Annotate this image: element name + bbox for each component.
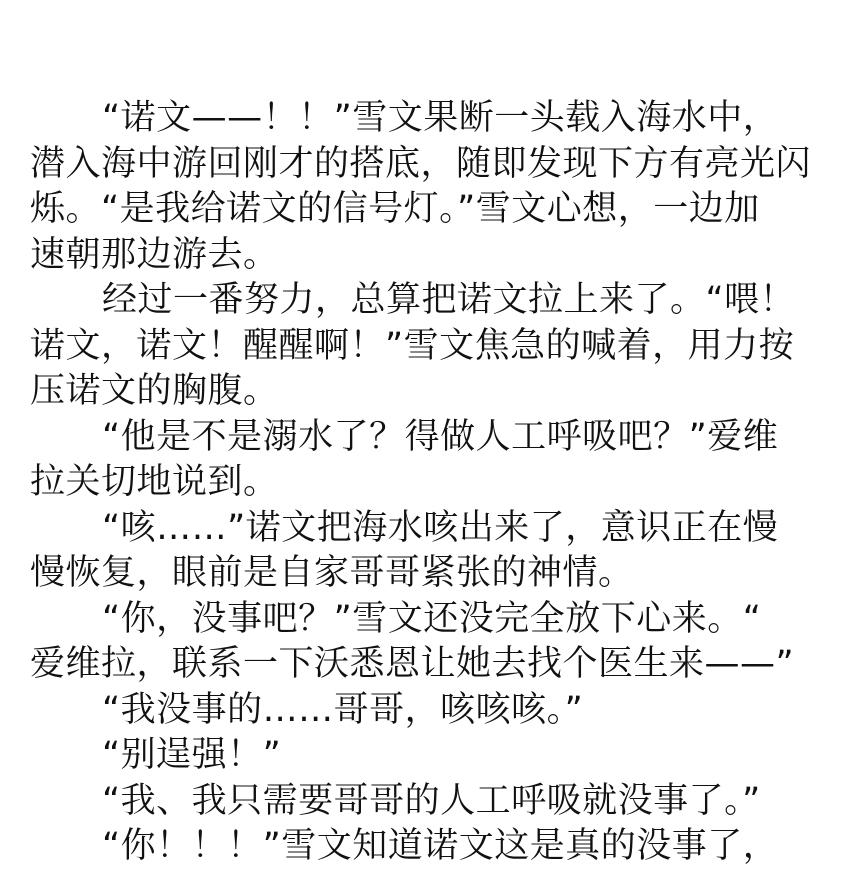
text-line: “你，没事吧？”雪文还没完全放下心来。“ — [102, 598, 762, 639]
text-line: “你！！！”雪文知道诺文这是真的没事了， — [102, 826, 779, 866]
text-line: 压诺文的胸腹。 — [30, 371, 279, 411]
story-text — [30, 96, 820, 870]
text-line: 慢恢复，眼前是自家哥哥紧张的神情。 — [30, 553, 634, 593]
text-line: 爱维拉，联系一下沃悉恩让她去找个医生来——” — [30, 644, 795, 684]
text-line: 潜入海中游回刚才的搭底，随即发现下方有亮光闪 — [30, 143, 812, 184]
text-line: 拉关切地说到。 — [30, 462, 279, 502]
text-line: “他是不是溺水了？得做人工呼吸吧？”爱维 — [102, 416, 779, 457]
text-line: “我没事的……哥哥，咳咳咳。” — [102, 689, 584, 730]
text-line: 经过一番努力，总算把诺文拉上来了。“喂！ — [102, 280, 796, 320]
text-line: “我、我只需要哥哥的人工呼吸就没事了。” — [102, 780, 761, 821]
text-line: 速朝那边游去。 — [30, 234, 279, 275]
text-line: “诺文——！！”雪文果断一头载入海水中， — [102, 98, 779, 138]
text-line: 诺文，诺文！醒醒啊！”雪文焦急的喊着，用力按 — [30, 325, 795, 366]
text-line: 烁。“是我给诺文的信号灯。”雪文心想，一边加 — [30, 189, 760, 229]
text-line: “咳……”诺文把海水咳出来了，意识正在慢 — [102, 507, 779, 548]
text-line: “别逞强！” — [102, 735, 282, 775]
